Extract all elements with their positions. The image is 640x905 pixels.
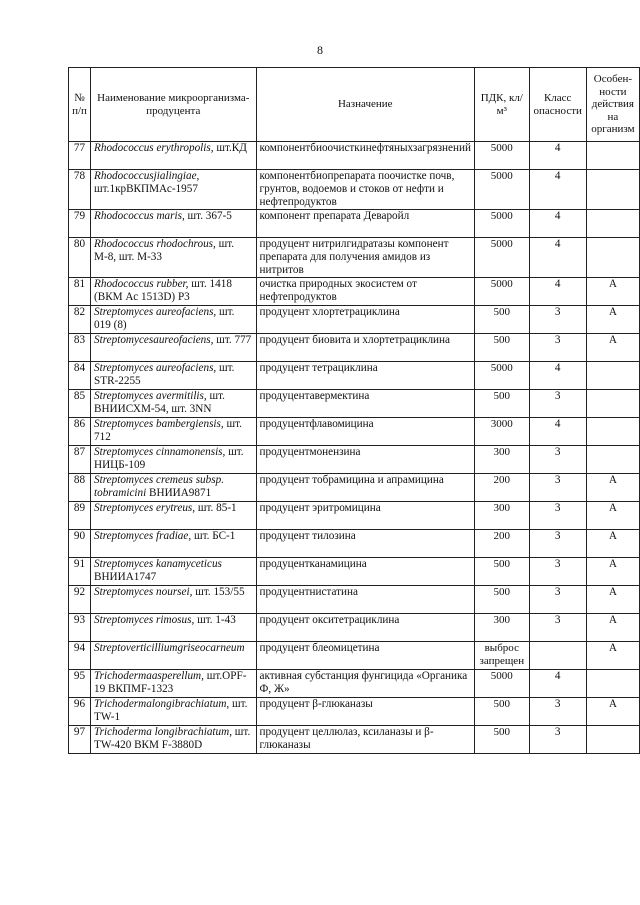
row-number: 89 xyxy=(69,502,91,530)
purpose-cell: продуцент тобрамицина и апрамицина xyxy=(256,474,474,502)
species-name: Trichodermalongibrachiatum, xyxy=(94,698,230,710)
header-num: № п/п xyxy=(69,68,91,142)
feature-cell xyxy=(586,418,639,446)
feature-cell xyxy=(586,362,639,390)
row-number: 81 xyxy=(69,278,91,306)
table-row xyxy=(69,474,640,502)
hazard-class-cell: 3 xyxy=(529,502,586,530)
purpose-cell: продуцент целлюлаз, ксиланазы и β-глюканазы xyxy=(256,726,474,754)
pdk-cell: 3000 xyxy=(474,418,529,446)
strain-name: шт. 019 (8) xyxy=(94,306,235,331)
purpose-cell: продуцент биовита и хлортетрациклина xyxy=(256,334,474,362)
pdk-cell: 500 xyxy=(474,306,529,334)
microorganism-name xyxy=(91,390,257,418)
header-hazard: Класс опасности xyxy=(529,68,586,142)
microorganism-name xyxy=(91,170,257,210)
hazard-class-cell: 3 xyxy=(529,726,586,754)
strain-name: шт. 153/55 xyxy=(195,586,245,598)
microorganism-name xyxy=(91,446,257,474)
hazard-class-cell: 4 xyxy=(529,362,586,390)
strain-name: шт. ВНИИСХМ-54, шт. 3NN xyxy=(94,390,225,415)
strain-name: шт.КД xyxy=(216,142,247,154)
hazard-class-cell: 3 xyxy=(529,614,586,642)
feature-cell xyxy=(586,170,639,210)
page-number: 8 xyxy=(317,43,323,57)
feature-cell xyxy=(586,670,639,698)
species-name: Streptomyces cremeus subsp. tobramicini xyxy=(94,474,224,499)
hazard-class-cell: 3 xyxy=(529,558,586,586)
strain-name: шт. TW-1 xyxy=(94,698,248,723)
purpose-cell: продуцентнистатина xyxy=(256,586,474,614)
purpose-cell: продуцент окситетрациклина xyxy=(256,614,474,642)
table-row xyxy=(69,670,640,698)
purpose-cell: продуцентавермектина xyxy=(256,390,474,418)
table-body xyxy=(69,142,640,754)
microorganism-name xyxy=(91,642,257,670)
feature-cell: А xyxy=(586,334,639,362)
pdk-cell: 500 xyxy=(474,558,529,586)
strain-name: шт. STR-2255 xyxy=(94,362,235,387)
microorganism-name xyxy=(91,502,257,530)
microorganism-name xyxy=(91,474,257,502)
species-name: Streptomyces fradiae, xyxy=(94,530,192,542)
row-number: 82 xyxy=(69,306,91,334)
feature-cell xyxy=(586,210,639,238)
table-row xyxy=(69,698,640,726)
feature-cell: А xyxy=(586,642,639,670)
row-number: 87 xyxy=(69,446,91,474)
table-row xyxy=(69,586,640,614)
strain-name: шт. НИЦБ-109 xyxy=(94,446,244,471)
hazard-class-cell: 3 xyxy=(529,698,586,726)
microorganism-name xyxy=(91,210,257,238)
pdk-cell: 500 xyxy=(474,586,529,614)
pdk-cell: 200 xyxy=(474,530,529,558)
hazard-class-cell: 3 xyxy=(529,446,586,474)
header-pdk: ПДК, кл/м³ xyxy=(474,68,529,142)
row-number: 88 xyxy=(69,474,91,502)
table-row xyxy=(69,278,640,306)
species-name: Streptomyces rimosus, xyxy=(94,614,195,626)
feature-cell: А xyxy=(586,306,639,334)
purpose-cell: продуцент нитрилгидратазы компонент препарата для получения амидов из нитритов xyxy=(256,238,474,278)
purpose-cell: компонентбиоочисткинефтяныхзагрязнений xyxy=(256,142,474,170)
table-row xyxy=(69,446,640,474)
feature-cell xyxy=(586,238,639,278)
microorganism-name xyxy=(91,530,257,558)
pdk-cell: 500 xyxy=(474,390,529,418)
purpose-cell: активная субстанция фунгицида «Органика Ф, Ж» xyxy=(256,670,474,698)
species-name: Rhodococcus rubber, xyxy=(94,278,189,290)
table-row xyxy=(69,530,640,558)
purpose-cell: компонентбиопрепарата поочистке почв, грунтов, водоемов и стоков от нефти и нефтепродуктов xyxy=(256,170,474,210)
strain-name: шт. 1-43 xyxy=(197,614,236,626)
species-name: Trichodermaasperellum, xyxy=(94,670,204,682)
feature-cell xyxy=(586,446,639,474)
strain-name: ВНИИА1747 xyxy=(94,571,157,583)
species-name: Streptomyces bambergiensis, xyxy=(94,418,224,430)
table-row xyxy=(69,170,640,210)
species-name: Trichoderma longibrachiatum, xyxy=(94,726,232,738)
purpose-cell: продуцентфлавомицина xyxy=(256,418,474,446)
species-name: Streptomyces avermitilis, xyxy=(94,390,207,402)
microorganism-name xyxy=(91,558,257,586)
row-number: 86 xyxy=(69,418,91,446)
header-purpose: Назначение xyxy=(256,68,474,142)
pdk-cell: выброс запрещен xyxy=(474,642,529,670)
microorganism-name xyxy=(91,238,257,278)
table-row xyxy=(69,210,640,238)
purpose-cell: продуцент эритромицина xyxy=(256,502,474,530)
species-name: Streptomyces kanamyceticus xyxy=(94,558,222,570)
strain-name: шт.1крВКПМАс-1957 xyxy=(94,183,198,195)
microorganism-name xyxy=(91,334,257,362)
row-number: 80 xyxy=(69,238,91,278)
row-number: 78 xyxy=(69,170,91,210)
row-number: 96 xyxy=(69,698,91,726)
table-row xyxy=(69,334,640,362)
pdk-cell: 5000 xyxy=(474,142,529,170)
purpose-cell: компонент препарата Деваройл xyxy=(256,210,474,238)
row-number: 95 xyxy=(69,670,91,698)
feature-cell: А xyxy=(586,558,639,586)
row-number: 92 xyxy=(69,586,91,614)
feature-cell: А xyxy=(586,530,639,558)
hazard-class-cell: 3 xyxy=(529,474,586,502)
row-number: 77 xyxy=(69,142,91,170)
microorganism-name xyxy=(91,614,257,642)
purpose-cell: продуцент блеомицетина xyxy=(256,642,474,670)
hazard-class-cell: 4 xyxy=(529,238,586,278)
feature-cell xyxy=(586,142,639,170)
feature-cell: А xyxy=(586,614,639,642)
table-row xyxy=(69,614,640,642)
pdk-cell: 5000 xyxy=(474,210,529,238)
species-name: Rhodococcus rhodochrous, xyxy=(94,238,216,250)
microorganism-name xyxy=(91,142,257,170)
pdk-cell: 300 xyxy=(474,502,529,530)
table-row xyxy=(69,238,640,278)
table-row xyxy=(69,558,640,586)
species-name: Rhodococcus erythropolis, xyxy=(94,142,214,154)
row-number: 93 xyxy=(69,614,91,642)
table-row xyxy=(69,642,640,670)
feature-cell xyxy=(586,726,639,754)
row-number: 90 xyxy=(69,530,91,558)
pdk-cell: 5000 xyxy=(474,670,529,698)
strain-name: ВНИИА9871 xyxy=(149,487,212,499)
row-number: 84 xyxy=(69,362,91,390)
table-row xyxy=(69,362,640,390)
feature-cell: А xyxy=(586,698,639,726)
table-row xyxy=(69,502,640,530)
strain-name: шт. БС-1 xyxy=(193,530,236,542)
row-number: 97 xyxy=(69,726,91,754)
hazard-class-cell: 3 xyxy=(529,390,586,418)
microorganism-name xyxy=(91,586,257,614)
purpose-cell: продуцентканамицина xyxy=(256,558,474,586)
feature-cell: А xyxy=(586,502,639,530)
microorganism-table xyxy=(68,67,640,754)
pdk-cell: 300 xyxy=(474,446,529,474)
hazard-class-cell: 4 xyxy=(529,418,586,446)
strain-name: шт. М-8, шт. М-33 xyxy=(94,238,235,263)
purpose-cell: продуцент β-глюканазы xyxy=(256,698,474,726)
table-row xyxy=(69,142,640,170)
hazard-class-cell: 4 xyxy=(529,278,586,306)
species-name: Streptomyces aureofaciens, xyxy=(94,362,217,374)
pdk-cell: 300 xyxy=(474,614,529,642)
header-feature: Особен-ности действия на организм xyxy=(586,68,639,142)
row-number: 79 xyxy=(69,210,91,238)
row-number: 94 xyxy=(69,642,91,670)
hazard-class-cell: 3 xyxy=(529,530,586,558)
hazard-class-cell: 4 xyxy=(529,170,586,210)
microorganism-name xyxy=(91,670,257,698)
header-name: Наименование микроорганизма-продуцента xyxy=(91,68,257,142)
row-number: 85 xyxy=(69,390,91,418)
hazard-class-cell: 3 xyxy=(529,334,586,362)
microorganism-name xyxy=(91,698,257,726)
hazard-class-cell: 3 xyxy=(529,306,586,334)
purpose-cell: продуцент хлортетрациклина xyxy=(256,306,474,334)
pdk-cell: 200 xyxy=(474,474,529,502)
species-name: Streptomycesaureofaciens, xyxy=(94,334,214,346)
table-header-row xyxy=(69,68,640,142)
hazard-class-cell: 3 xyxy=(529,586,586,614)
microorganism-name xyxy=(91,418,257,446)
pdk-cell: 5000 xyxy=(474,362,529,390)
purpose-cell: продуцент тилозина xyxy=(256,530,474,558)
strain-name: шт. 85-1 xyxy=(197,502,237,514)
strain-name: шт. 367-5 xyxy=(187,210,232,222)
table-row xyxy=(69,418,640,446)
strain-name: шт.OPF-19 ВКПМF-1323 xyxy=(94,670,247,695)
pdk-cell: 5000 xyxy=(474,170,529,210)
feature-cell: А xyxy=(586,474,639,502)
table-row xyxy=(69,726,640,754)
microorganism-name xyxy=(91,278,257,306)
purpose-cell: продуцент тетрациклина xyxy=(256,362,474,390)
species-name: Rhodococcus maris, xyxy=(94,210,185,222)
strain-name: шт. 777 xyxy=(216,334,252,346)
species-name: Streptomyces erytreus, xyxy=(94,502,196,514)
table-row xyxy=(69,306,640,334)
strain-name: шт. TW-420 ВКМ F-3880D xyxy=(94,726,251,751)
pdk-cell: 500 xyxy=(474,726,529,754)
species-name: Streptomyces aureofaciens, xyxy=(94,306,217,318)
purpose-cell: продуцентмонензина xyxy=(256,446,474,474)
hazard-class-cell xyxy=(529,642,586,670)
row-number: 91 xyxy=(69,558,91,586)
table-row xyxy=(69,390,640,418)
microorganism-name xyxy=(91,306,257,334)
feature-cell: А xyxy=(586,586,639,614)
pdk-cell: 500 xyxy=(474,698,529,726)
pdk-cell: 5000 xyxy=(474,238,529,278)
strain-name: шт. 1418 (ВКМ Ас 1513D) Р3 xyxy=(94,278,232,303)
microorganism-name xyxy=(91,362,257,390)
purpose-cell: очистка природных экосистем от нефтепродуктов xyxy=(256,278,474,306)
microorganism-name xyxy=(91,726,257,754)
row-number: 83 xyxy=(69,334,91,362)
feature-cell: А xyxy=(586,278,639,306)
pdk-cell: 5000 xyxy=(474,278,529,306)
species-name: Streptomyces cinnamonensis, xyxy=(94,446,226,458)
species-name: Streptomyces noursei, xyxy=(94,586,193,598)
hazard-class-cell: 4 xyxy=(529,670,586,698)
pdk-cell: 500 xyxy=(474,334,529,362)
species-name: Rhodococcusjialingiae, xyxy=(94,170,200,182)
hazard-class-cell: 4 xyxy=(529,142,586,170)
feature-cell xyxy=(586,390,639,418)
hazard-class-cell: 4 xyxy=(529,210,586,238)
strain-name: шт. 712 xyxy=(94,418,242,443)
species-name: Streptoverticilliumgriseocarneum xyxy=(94,642,245,654)
